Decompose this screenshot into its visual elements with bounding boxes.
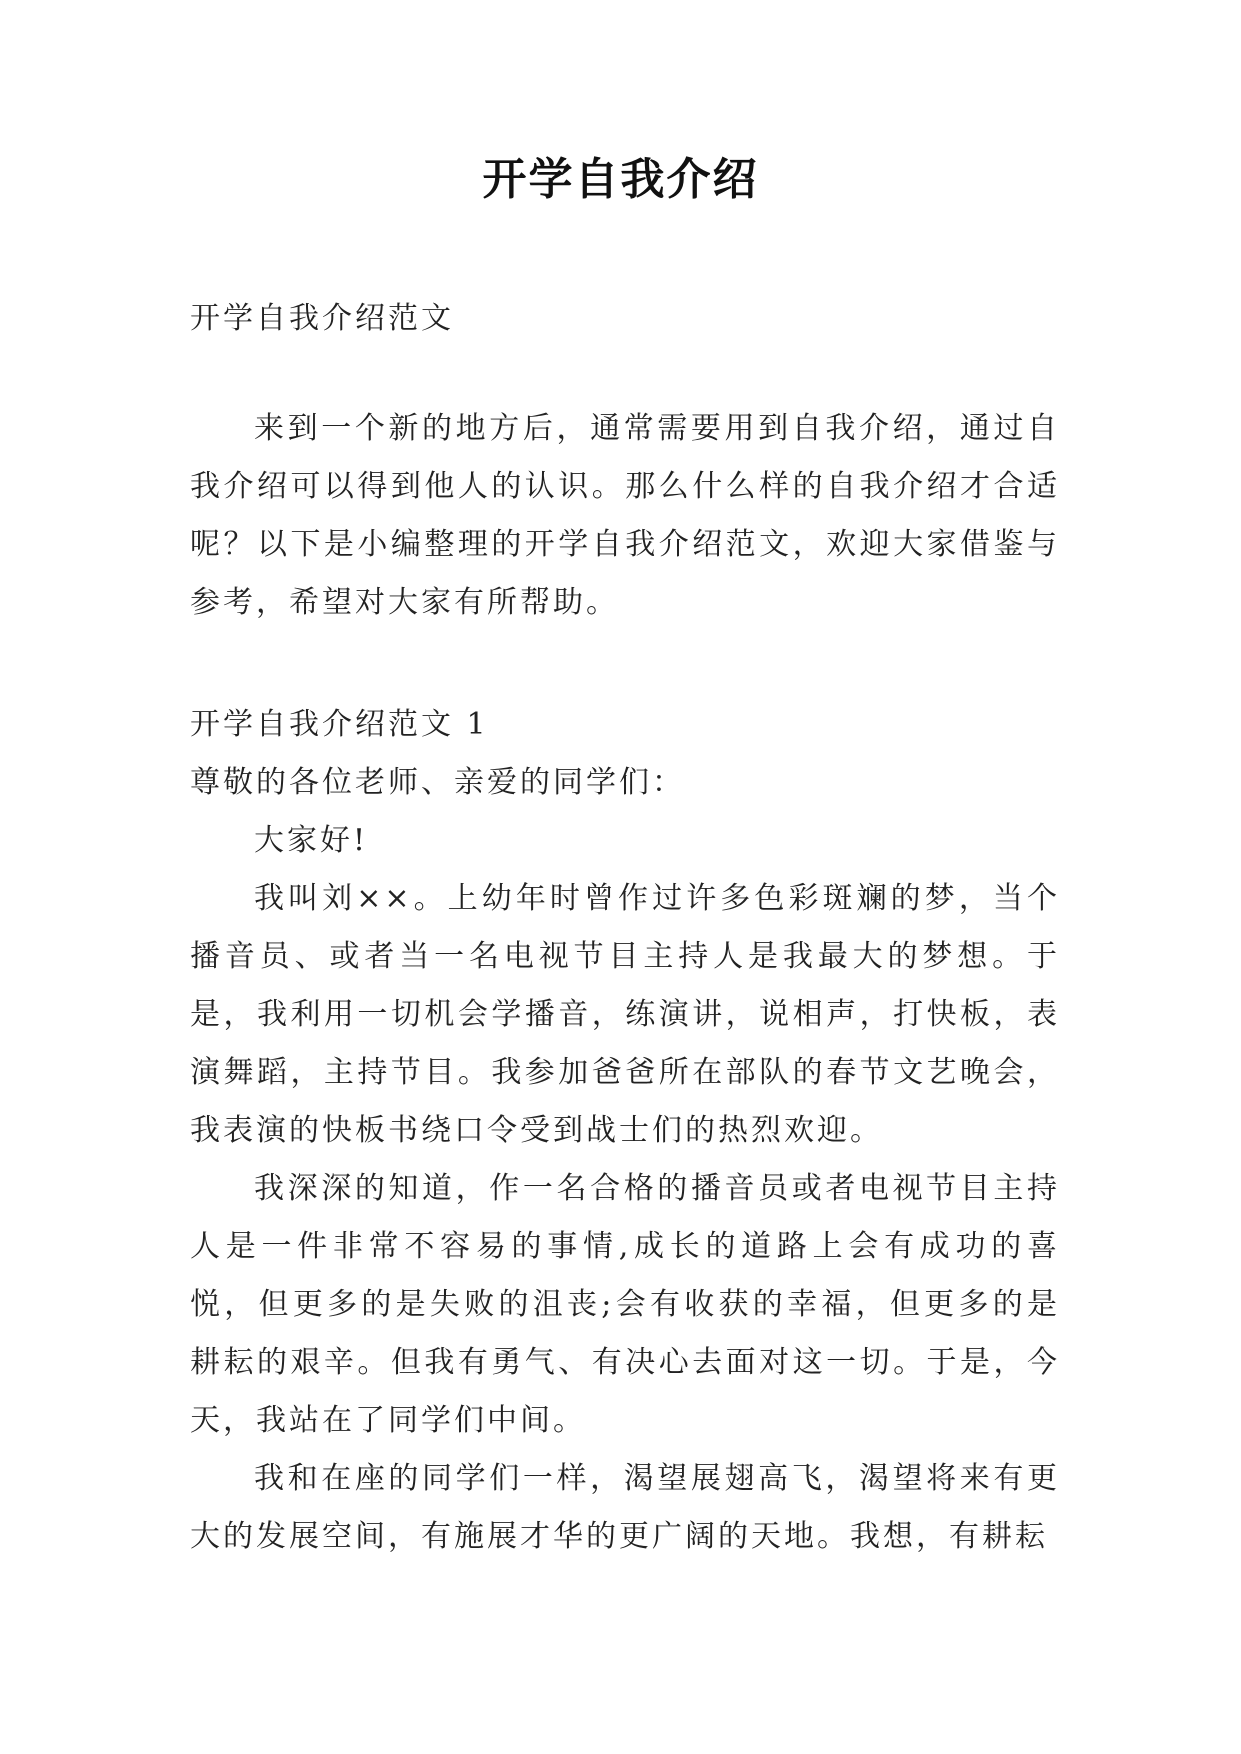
salutation: 尊敬的各位老师、亲爱的同学们： [190, 765, 685, 800]
body-paragraph: 我叫刘××。上幼年时曾作过许多色彩斑斓的梦，当个播音员、或者当一名电视节目主持人是我最大的梦想。于是，我利用一切机会学播音，练演讲，说相声，打快板，表演舞蹈，主持节目。我参加爸爸所在部队的春节文艺晚会，我表演的快板书绕口令受到战士们的热烈欢迎。 [190, 881, 1060, 1148]
greeting: 大家好! [254, 823, 369, 858]
body-paragraph: 我和在座的同学们一样，渴望展翅高飞，渴望将来有更大的发展空间，有施展才华的更广阔的天地。我想，有耕耘 [190, 1461, 1060, 1554]
section-1 [190, 696, 1060, 1566]
section-heading: 开学自我介绍范文 1 [190, 707, 489, 742]
intro-paragraph: 来到一个新的地方后，通常需要用到自我介绍，通过自我介绍可以得到他人的认识。那么什么样的自我介绍才合适呢？以下是小编整理的开学自我介绍范文，欢迎大家借鉴与参考，希望对大家有所帮助。 [190, 411, 1060, 620]
body-paragraph: 我深深的知道，作一名合格的播音员或者电视节目主持人是一件非常不容易的事情,成长的道路上会有成功的喜悦，但更多的是失败的沮丧;会有收获的幸福，但更多的是耕耘的艰辛。但我有勇气、有决心去面对这一切。于是，今天，我站在了同学们中间。 [190, 1171, 1060, 1438]
document-subtitle: 开学自我介绍范文 [190, 301, 454, 336]
page-title: 开学自我介绍 [482, 154, 759, 205]
